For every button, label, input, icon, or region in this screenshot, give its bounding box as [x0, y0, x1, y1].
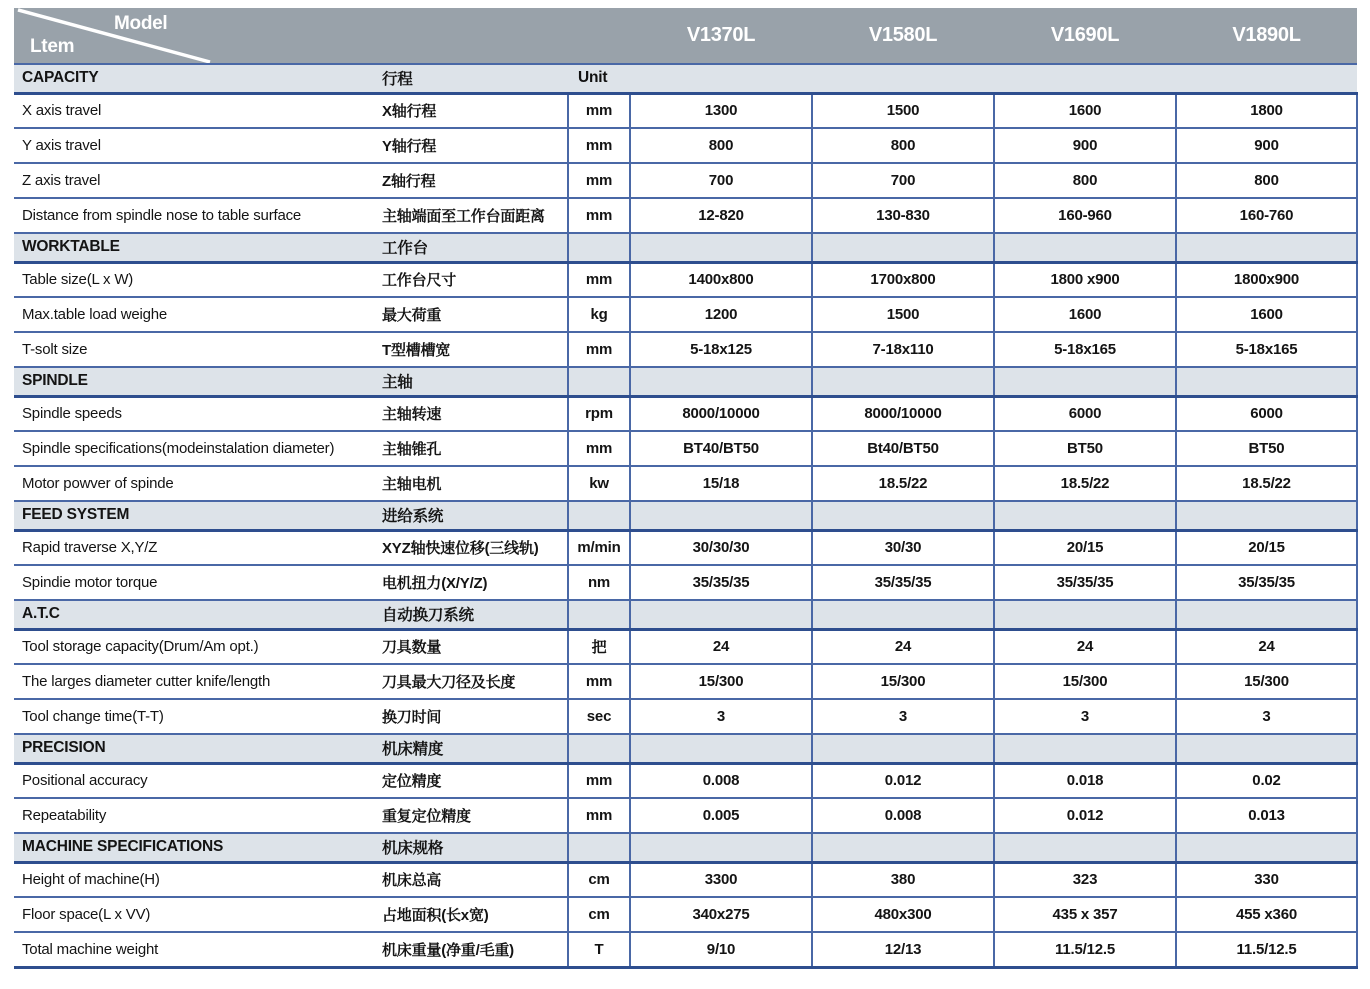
section-title-zh: 主轴 [376, 367, 568, 396]
model-header-v1580l: V1580L [812, 8, 994, 64]
value-cell: 1600 [994, 297, 1176, 332]
unit-cell: mm [568, 763, 630, 798]
spec-row [14, 530, 1357, 565]
item-name-en: Floor space(L x VV) [14, 897, 376, 932]
value-cell: 0.008 [630, 763, 812, 798]
item-name-en: Spindie motor torque [14, 565, 376, 600]
spec-row [14, 664, 1357, 699]
value-cell: 30/30/30 [630, 530, 812, 565]
spec-row [14, 262, 1357, 297]
section-title-en: MACHINE SPECIFICATIONS [14, 833, 376, 862]
spec-row [14, 565, 1357, 600]
value-cell: 700 [812, 163, 994, 198]
value-cell: 3300 [630, 862, 812, 897]
value-cell: 800 [994, 163, 1176, 198]
value-cell: 24 [812, 629, 994, 664]
value-cell: 20/15 [994, 530, 1176, 565]
value-cell: 800 [1176, 163, 1357, 198]
unit-column-header [568, 600, 630, 629]
corner-item-label: Ltem [30, 36, 75, 57]
unit-cell: mm [568, 664, 630, 699]
unit-cell: mm [568, 128, 630, 163]
item-name-en: Tool storage capacity(Drum/Am opt.) [14, 629, 376, 664]
value-cell: 24 [994, 629, 1176, 664]
unit-cell: sec [568, 699, 630, 734]
value-cell: 800 [630, 128, 812, 163]
value-cell: 35/35/35 [1176, 565, 1357, 600]
spec-row [14, 297, 1357, 332]
section-title-en: CAPACITY [14, 64, 376, 93]
unit-cell: kw [568, 466, 630, 501]
spec-row [14, 93, 1357, 128]
value-cell: 35/35/35 [630, 565, 812, 600]
unit-cell: rpm [568, 396, 630, 431]
value-cell: 0.008 [812, 798, 994, 833]
value-cell: 35/35/35 [994, 565, 1176, 600]
section-empty-cell [812, 64, 994, 93]
section-title-zh: 工作台 [376, 233, 568, 262]
spec-row [14, 128, 1357, 163]
section-empty-cell [630, 734, 812, 763]
item-name-en: Table size(L x W) [14, 262, 376, 297]
section-empty-cell [630, 367, 812, 396]
section-empty-cell [1176, 833, 1357, 862]
section-empty-cell [630, 833, 812, 862]
item-name-en: Max.table load weighe [14, 297, 376, 332]
unit-cell: mm [568, 332, 630, 367]
model-header-v1890l: V1890L [1176, 8, 1357, 64]
value-cell: 0.02 [1176, 763, 1357, 798]
value-cell: 1300 [630, 93, 812, 128]
value-cell: 3 [1176, 699, 1357, 734]
unit-column-header [568, 734, 630, 763]
unit-cell: cm [568, 897, 630, 932]
spec-row [14, 897, 1357, 932]
value-cell: 12-820 [630, 198, 812, 233]
value-cell: 24 [630, 629, 812, 664]
value-cell: BT40/BT50 [630, 431, 812, 466]
item-name-zh: Z轴行程 [376, 163, 568, 198]
value-cell: 1600 [994, 93, 1176, 128]
item-name-en: Z axis travel [14, 163, 376, 198]
item-name-zh: 主轴端面至工作台面距离 [376, 198, 568, 233]
item-name-zh: 占地面积(长x宽) [376, 897, 568, 932]
value-cell: 15/300 [1176, 664, 1357, 699]
section-title-zh: 行程 [376, 64, 568, 93]
value-cell: 1400x800 [630, 262, 812, 297]
unit-cell: mm [568, 163, 630, 198]
section-row-feed-system [14, 501, 1357, 530]
corner-model-label: Model [114, 13, 168, 34]
value-cell: 0.005 [630, 798, 812, 833]
section-empty-cell [1176, 233, 1357, 262]
item-name-en: Repeatability [14, 798, 376, 833]
section-empty-cell [812, 501, 994, 530]
value-cell: 1800 [1176, 93, 1357, 128]
section-title-en: WORKTABLE [14, 233, 376, 262]
spec-table [14, 8, 1358, 969]
unit-cell: 把 [568, 629, 630, 664]
section-title-zh: 机床规格 [376, 833, 568, 862]
value-cell: 18.5/22 [994, 466, 1176, 501]
value-cell: 700 [630, 163, 812, 198]
item-name-zh: 最大荷重 [376, 297, 568, 332]
value-cell: 11.5/12.5 [1176, 932, 1357, 967]
model-header-v1370l: V1370L [630, 8, 812, 64]
corner-diagonal-line [14, 8, 630, 63]
spec-row [14, 163, 1357, 198]
value-cell: BT50 [994, 431, 1176, 466]
value-cell: 3 [994, 699, 1176, 734]
section-row-capacity [14, 64, 1357, 93]
item-name-en: Height of machine(H) [14, 862, 376, 897]
value-cell: Bt40/BT50 [812, 431, 994, 466]
value-cell: 18.5/22 [812, 466, 994, 501]
section-empty-cell [812, 233, 994, 262]
item-name-en: Spindle specifications(modeinstalation diameter) [14, 431, 376, 466]
value-cell: 3 [812, 699, 994, 734]
value-cell: 340x275 [630, 897, 812, 932]
section-empty-cell [1176, 600, 1357, 629]
unit-column-header [568, 233, 630, 262]
item-name-zh: 刀具数量 [376, 629, 568, 664]
value-cell: 0.012 [812, 763, 994, 798]
section-empty-cell [994, 833, 1176, 862]
unit-cell: kg [568, 297, 630, 332]
unit-column-header: Unit [568, 64, 630, 93]
value-cell: 1800x900 [1176, 262, 1357, 297]
spec-row [14, 699, 1357, 734]
section-title-zh: 机床精度 [376, 734, 568, 763]
value-cell: 1700x800 [812, 262, 994, 297]
item-name-en: Tool change time(T-T) [14, 699, 376, 734]
value-cell: 1500 [812, 297, 994, 332]
item-name-en: Rapid traverse X,Y/Z [14, 530, 376, 565]
section-empty-cell [630, 600, 812, 629]
item-name-en: T-solt size [14, 332, 376, 367]
unit-cell: mm [568, 798, 630, 833]
unit-cell: mm [568, 431, 630, 466]
value-cell: 160-760 [1176, 198, 1357, 233]
item-name-zh: 电机扭力(X/Y/Z) [376, 565, 568, 600]
value-cell: BT50 [1176, 431, 1357, 466]
spec-table-body [14, 64, 1357, 967]
value-cell: 0.018 [994, 763, 1176, 798]
section-empty-cell [812, 600, 994, 629]
value-cell: 5-18x165 [1176, 332, 1357, 367]
section-empty-cell [994, 233, 1176, 262]
item-name-zh: 机床重量(净重/毛重) [376, 932, 568, 967]
section-empty-cell [1176, 64, 1357, 93]
section-empty-cell [1176, 501, 1357, 530]
value-cell: 12/13 [812, 932, 994, 967]
item-name-zh: X轴行程 [376, 93, 568, 128]
spec-row [14, 798, 1357, 833]
section-title-en: FEED SYSTEM [14, 501, 376, 530]
section-row-precision [14, 734, 1357, 763]
item-name-en: Total machine weight [14, 932, 376, 967]
item-name-zh: 主轴电机 [376, 466, 568, 501]
item-name-zh: 重复定位精度 [376, 798, 568, 833]
unit-cell: mm [568, 198, 630, 233]
value-cell: 9/10 [630, 932, 812, 967]
item-name-zh: 机床总高 [376, 862, 568, 897]
item-name-en: Y axis travel [14, 128, 376, 163]
section-row-spindle [14, 367, 1357, 396]
unit-column-header [568, 367, 630, 396]
value-cell: 18.5/22 [1176, 466, 1357, 501]
section-empty-cell [994, 64, 1176, 93]
section-title-en: SPINDLE [14, 367, 376, 396]
value-cell: 380 [812, 862, 994, 897]
unit-cell: m/min [568, 530, 630, 565]
value-cell: 0.012 [994, 798, 1176, 833]
section-title-en: PRECISION [14, 734, 376, 763]
section-empty-cell [1176, 734, 1357, 763]
unit-cell: nm [568, 565, 630, 600]
section-empty-cell [1176, 367, 1357, 396]
value-cell: 7-18x110 [812, 332, 994, 367]
table-corner-cell [14, 8, 630, 64]
section-empty-cell [630, 64, 812, 93]
section-empty-cell [994, 501, 1176, 530]
value-cell: 323 [994, 862, 1176, 897]
item-name-en: Spindle speeds [14, 396, 376, 431]
section-row-worktable [14, 233, 1357, 262]
value-cell: 800 [812, 128, 994, 163]
item-name-zh: 主轴锥孔 [376, 431, 568, 466]
unit-cell: T [568, 932, 630, 967]
spec-row [14, 862, 1357, 897]
value-cell: 6000 [1176, 396, 1357, 431]
item-name-zh: 主轴转速 [376, 396, 568, 431]
item-name-zh: 工作台尺寸 [376, 262, 568, 297]
item-name-en: Distance from spindle nose to table surface [14, 198, 376, 233]
value-cell: 8000/10000 [812, 396, 994, 431]
model-header-row [14, 8, 1357, 64]
section-title-zh: 自动换刀系统 [376, 600, 568, 629]
value-cell: 30/30 [812, 530, 994, 565]
section-empty-cell [630, 233, 812, 262]
section-empty-cell [630, 501, 812, 530]
unit-cell: mm [568, 93, 630, 128]
unit-column-header [568, 833, 630, 862]
section-empty-cell [994, 600, 1176, 629]
model-header-v1690l: V1690L [994, 8, 1176, 64]
value-cell: 1600 [1176, 297, 1357, 332]
section-row-a-t-c [14, 600, 1357, 629]
spec-row [14, 396, 1357, 431]
value-cell: 8000/10000 [630, 396, 812, 431]
value-cell: 24 [1176, 629, 1357, 664]
value-cell: 455 x360 [1176, 897, 1357, 932]
value-cell: 435 x 357 [994, 897, 1176, 932]
spec-row [14, 763, 1357, 798]
unit-column-header [568, 501, 630, 530]
value-cell: 1200 [630, 297, 812, 332]
value-cell: 330 [1176, 862, 1357, 897]
item-name-en: X axis travel [14, 93, 376, 128]
item-name-zh: 换刀时间 [376, 699, 568, 734]
item-name-zh: 定位精度 [376, 763, 568, 798]
value-cell: 1800 x900 [994, 262, 1176, 297]
value-cell: 480x300 [812, 897, 994, 932]
spec-row [14, 332, 1357, 367]
section-title-en: A.T.C [14, 600, 376, 629]
value-cell: 5-18x125 [630, 332, 812, 367]
value-cell: 900 [994, 128, 1176, 163]
section-empty-cell [994, 367, 1176, 396]
item-name-en: Motor powver of spinde [14, 466, 376, 501]
unit-cell: mm [568, 262, 630, 297]
item-name-zh: XYZ轴快速位移(三线轨) [376, 530, 568, 565]
section-empty-cell [812, 734, 994, 763]
section-row-machine-specifications [14, 833, 1357, 862]
item-name-zh: Y轴行程 [376, 128, 568, 163]
section-empty-cell [994, 734, 1176, 763]
value-cell: 3 [630, 699, 812, 734]
value-cell: 130-830 [812, 198, 994, 233]
spec-row [14, 431, 1357, 466]
section-title-zh: 进给系统 [376, 501, 568, 530]
value-cell: 15/300 [812, 664, 994, 699]
value-cell: 11.5/12.5 [994, 932, 1176, 967]
value-cell: 15/300 [630, 664, 812, 699]
spec-row [14, 466, 1357, 501]
value-cell: 6000 [994, 396, 1176, 431]
section-empty-cell [812, 367, 994, 396]
value-cell: 5-18x165 [994, 332, 1176, 367]
value-cell: 900 [1176, 128, 1357, 163]
value-cell: 1500 [812, 93, 994, 128]
value-cell: 0.013 [1176, 798, 1357, 833]
value-cell: 15/18 [630, 466, 812, 501]
value-cell: 160-960 [994, 198, 1176, 233]
value-cell: 20/15 [1176, 530, 1357, 565]
item-name-en: Positional accuracy [14, 763, 376, 798]
spec-row [14, 198, 1357, 233]
unit-cell: cm [568, 862, 630, 897]
section-empty-cell [812, 833, 994, 862]
spec-row [14, 629, 1357, 664]
item-name-zh: T型槽槽宽 [376, 332, 568, 367]
value-cell: 35/35/35 [812, 565, 994, 600]
value-cell: 15/300 [994, 664, 1176, 699]
item-name-en: The larges diameter cutter knife/length [14, 664, 376, 699]
spec-row [14, 932, 1357, 967]
item-name-zh: 刀具最大刀径及长度 [376, 664, 568, 699]
